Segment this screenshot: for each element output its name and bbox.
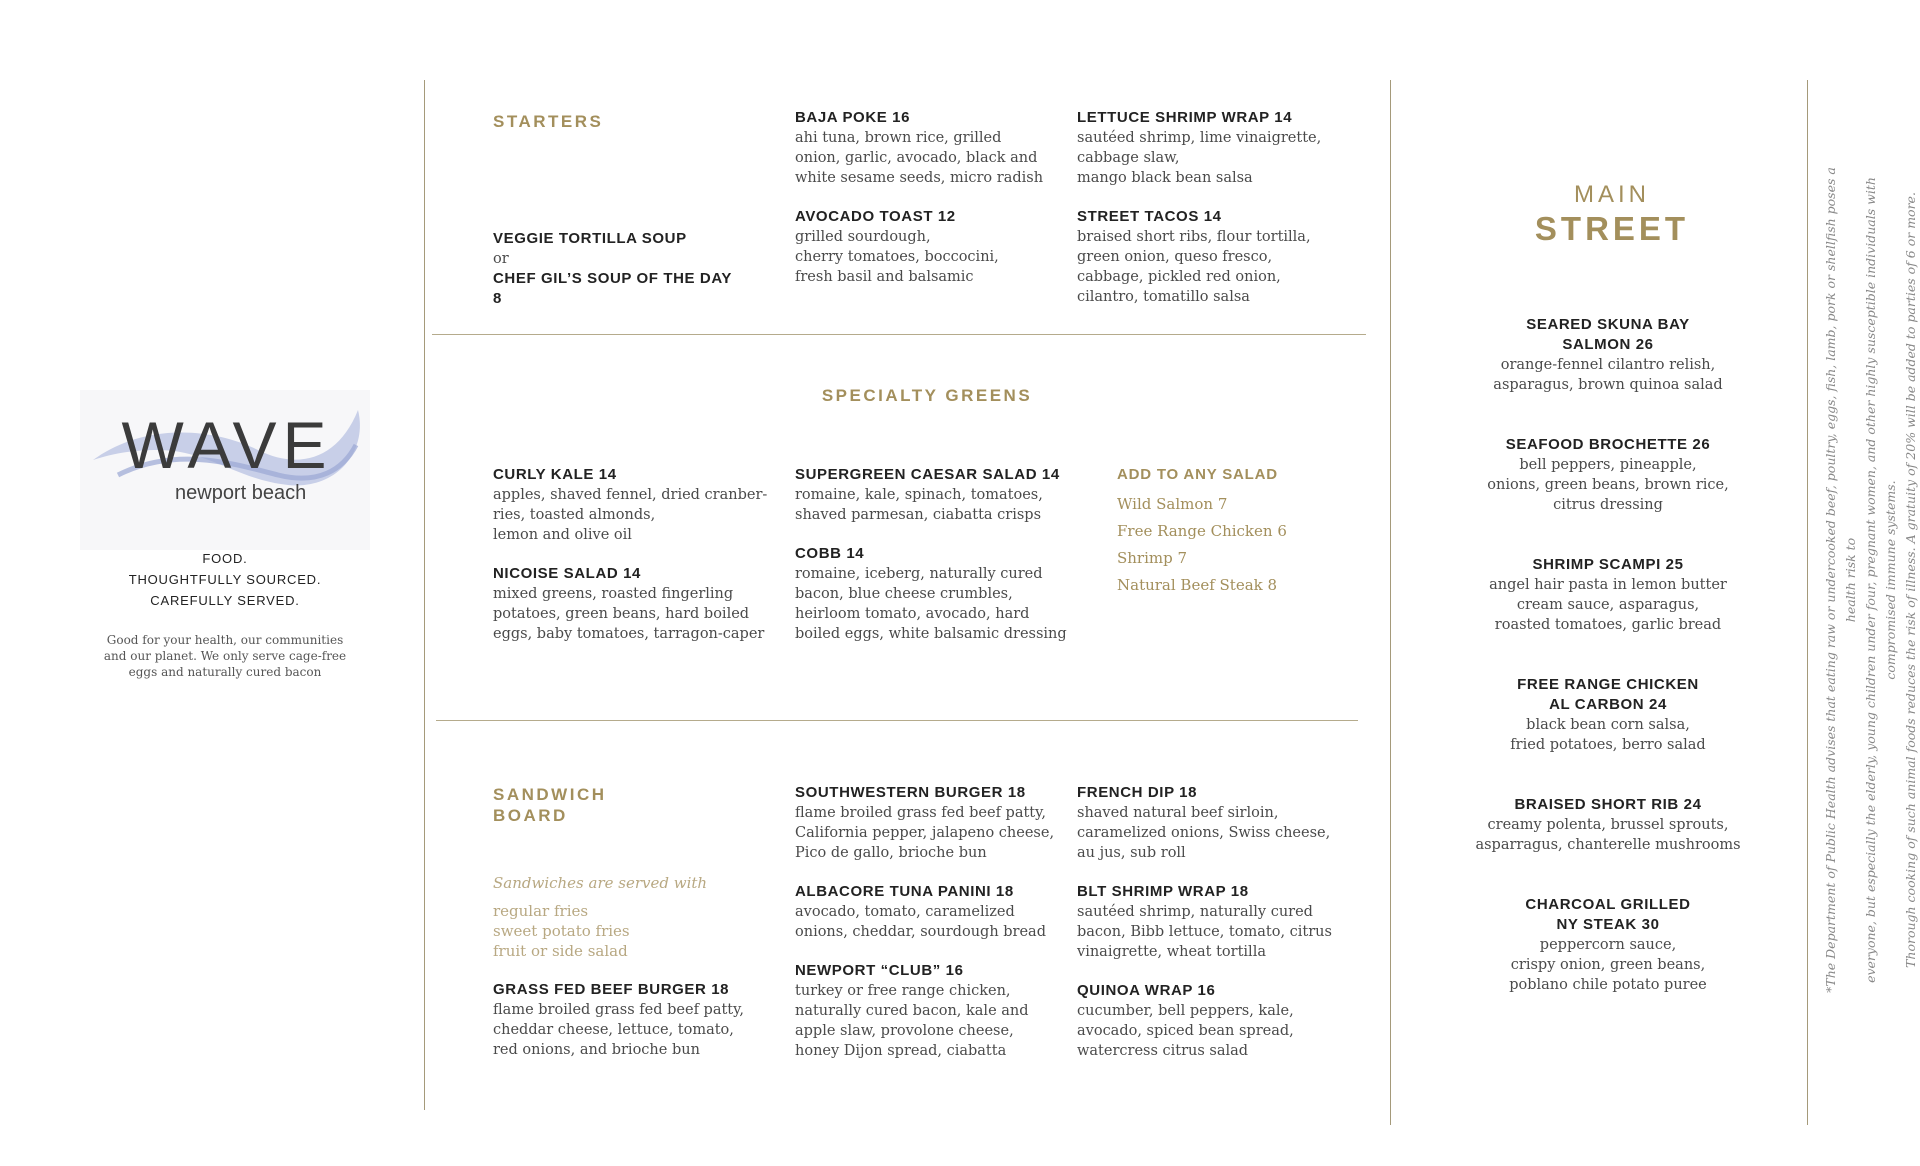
item-name: CHEF GIL’S SOUP OF THE DAY [493, 270, 732, 287]
item-desc: white sesame seeds, micro radish [795, 170, 1044, 186]
item-name: COBB 14 [795, 545, 865, 562]
menu-item-curly-kale [493, 465, 783, 545]
item-price: 8 [493, 290, 502, 307]
item-desc: poblano chile potato puree [1509, 977, 1707, 993]
menu-item-french-dip [1077, 783, 1367, 863]
item-desc: bacon, Bibb lettuce, tomato, citrus [1077, 924, 1332, 940]
greens-title: SPECIALTY GREENS [821, 386, 1033, 405]
logo-word: WAVE [121, 408, 333, 482]
item-desc: crispy onion, green beans, [1510, 957, 1706, 973]
item-desc: cabbage slaw, [1077, 150, 1180, 166]
item-desc: flame broiled grass fed beef patty, [795, 805, 1047, 821]
item-desc: mango black bean salsa [1077, 170, 1253, 186]
item-name: SOUTHWESTERN BURGER 18 [795, 784, 1026, 801]
item-name: BAJA POKE 16 [795, 109, 911, 126]
item-desc: black bean corn salsa, [1526, 717, 1690, 733]
main-title-line1: MAIN [1574, 181, 1650, 208]
sandwich-sides [493, 901, 630, 961]
item-desc: bell peppers, pineapple, [1519, 457, 1697, 473]
item-desc: flame broiled grass fed beef patty, [493, 1002, 745, 1018]
item-desc: avocado, tomato, caramelized [795, 904, 1015, 920]
item-desc: citrus dressing [1553, 497, 1663, 513]
item-desc: avocado, spiced bean spread, [1077, 1023, 1294, 1039]
menu-item-supergreen-caesar [795, 465, 1095, 525]
menu-item-baja-poke [795, 108, 1075, 188]
section-divider-1 [432, 334, 1366, 335]
item-desc: naturally cured bacon, kale and [795, 1003, 1029, 1019]
menu-item-newport-club [795, 961, 1085, 1061]
item-name: NEWPORT “CLUB” 16 [795, 962, 964, 979]
item-name: FRENCH DIP 18 [1077, 784, 1198, 801]
item-name: QUINOA WRAP 16 [1077, 982, 1216, 999]
menu-item-chicken-al-carbon [1458, 675, 1758, 755]
item-desc: heirloom tomato, avocado, hard [795, 606, 1030, 622]
disclaimer-line: *The Department of Public Health advises that eating raw or undercooked beef, poultry, eggs, fish, lamb, pork or shellfish poses a health risk to [1823, 167, 1858, 993]
item-name: SHRIMP SCAMPI 25 [1532, 556, 1684, 573]
item-desc: caramelized onions, Swiss cheese, [1077, 825, 1331, 841]
item-desc: or [493, 251, 509, 267]
disclaimer-line: everyone, but especially the elderly, young children under four, pregnant women, and other highly susceptible individuals with compromised immune systems. [1863, 177, 1898, 983]
addon-item: Natural Beef Steak 8 [1117, 576, 1278, 594]
starters-title: STARTERS [493, 112, 604, 131]
item-desc: peppercorn sauce, [1539, 937, 1677, 953]
item-desc: creamy polenta, brussel sprouts, [1487, 817, 1729, 833]
side-item: sweet potato fries [493, 922, 630, 940]
item-desc: cilantro, tomatillo salsa [1077, 289, 1250, 305]
item-desc: bacon, blue cheese crumbles, [795, 586, 1013, 602]
note-line: Good for your health, our communities [106, 633, 344, 647]
tagline-line: FOOD. [202, 551, 248, 566]
sandwich-title-line: BOARD [493, 806, 568, 825]
sandwich-title [493, 784, 607, 826]
item-desc: potatoes, green beans, hard boiled [493, 606, 750, 622]
menu-item-shrimp-scampi [1458, 555, 1758, 635]
item-desc: mixed greens, roasted fingerling [493, 586, 734, 602]
menu-item-blt-shrimp-wrap [1077, 882, 1367, 962]
item-desc: eggs, baby tomatoes, tarragon-caper [493, 626, 765, 642]
item-desc: braised short ribs, flour tortilla, [1077, 229, 1311, 245]
item-name: BRAISED SHORT RIB 24 [1514, 796, 1702, 813]
side-item: regular fries [493, 902, 589, 920]
item-name: AVOCADO TOAST 12 [795, 208, 956, 225]
addon-item: Shrimp 7 [1117, 549, 1188, 567]
addon-item: Wild Salmon 7 [1117, 495, 1228, 513]
item-name: GRASS FED BEEF BURGER 18 [493, 981, 730, 998]
tagline-line: CAREFULLY SERVED. [150, 593, 300, 608]
item-desc: cabbage, pickled red onion, [1077, 269, 1281, 285]
divider-left [424, 80, 425, 1110]
served-with-note: Sandwiches are served with [493, 874, 708, 892]
item-desc: turkey or free range chicken, [795, 983, 1011, 999]
item-desc: California pepper, jalapeno cheese, [795, 825, 1055, 841]
item-desc: cheddar cheese, lettuce, tomato, [493, 1022, 734, 1038]
brand-tagline [80, 548, 370, 611]
brand-panel [80, 390, 370, 550]
item-desc: fresh basil and balsamic [795, 269, 974, 285]
divider-center [1390, 80, 1391, 1125]
menu-item-seafood-brochette [1458, 435, 1758, 515]
item-desc: honey Dijon spread, ciabatta [795, 1043, 1007, 1059]
item-desc: cream sauce, asparagus, [1516, 597, 1700, 613]
divider-right [1807, 80, 1808, 1125]
soup-item [493, 229, 753, 309]
note-line: eggs and naturally cured bacon [128, 665, 322, 679]
menu-item-quinoa-wrap [1077, 981, 1367, 1061]
item-desc: asparagus, brown quinoa salad [1493, 377, 1723, 393]
item-desc: ries, toasted almonds, [493, 507, 656, 523]
section-divider-2 [436, 720, 1358, 721]
item-name: SUPERGREEN CAESAR SALAD 14 [795, 466, 1060, 483]
item-name: SEAFOOD BROCHETTE 26 [1505, 436, 1711, 453]
disclaimer-line: Thorough cooking of such animal foods reduces the risk of illness. A gratuity of 20% will be added to parties of 6 or more. [1903, 192, 1918, 968]
item-desc: onions, green beans, brown rice, [1487, 477, 1729, 493]
item-desc: onion, garlic, avocado, black and [795, 150, 1038, 166]
item-desc: lemon and olive oil [493, 527, 632, 543]
item-name: ALBACORE TUNA PANINI 18 [795, 883, 1014, 900]
tagline-line: THOUGHTFULLY SOURCED. [128, 572, 322, 587]
item-name: NY STEAK 30 [1556, 916, 1660, 933]
menu-item-ny-steak [1458, 895, 1758, 995]
item-desc: roasted tomatoes, garlic bread [1494, 617, 1722, 633]
brand-note [80, 632, 370, 680]
item-desc: sautéed shrimp, naturally cured [1077, 904, 1313, 920]
sandwich-title-line: SANDWICH [493, 785, 607, 804]
addon-item: Free Range Chicken 6 [1117, 522, 1287, 540]
item-desc: sautéed shrimp, lime vinaigrette, [1077, 130, 1322, 146]
item-desc: watercress citrus salad [1077, 1043, 1249, 1059]
menu-item-albacore-panini [795, 882, 1085, 942]
item-name: NICOISE SALAD 14 [493, 565, 641, 582]
main-title-line2: STREET [1534, 210, 1690, 247]
item-desc: fried potatoes, berro salad [1510, 737, 1706, 753]
item-desc: apple slaw, provolone cheese, [795, 1023, 1014, 1039]
item-desc: cherry tomatoes, boccocini, [795, 249, 999, 265]
menu-item-cobb [795, 544, 1095, 644]
item-desc: Pico de gallo, brioche bun [795, 845, 987, 861]
item-name: CURLY KALE 14 [493, 466, 617, 483]
item-desc: boiled eggs, white balsamic dressing [795, 626, 1067, 642]
item-name: AL CARBON 24 [1549, 696, 1667, 713]
menu-item-braised-short-rib [1458, 795, 1758, 855]
item-name: SALMON 26 [1562, 336, 1654, 353]
menu-item-seared-salmon [1458, 315, 1758, 395]
item-name: LETTUCE SHRIMP WRAP 14 [1077, 109, 1293, 126]
side-item: fruit or side salad [493, 942, 628, 960]
item-name: FREE RANGE CHICKEN [1517, 676, 1699, 693]
item-desc: romaine, iceberg, naturally cured [795, 566, 1043, 582]
item-desc: romaine, kale, spinach, tomatoes, [795, 487, 1043, 503]
item-desc: shaved natural beef sirloin, [1077, 805, 1279, 821]
item-desc: angel hair pasta in lemon butter [1489, 577, 1727, 593]
menu-item-lettuce-shrimp-wrap [1077, 108, 1367, 188]
item-name: SEARED SKUNA BAY [1526, 316, 1690, 333]
item-desc: asparragus, chanterelle mushrooms [1475, 837, 1741, 853]
main-street-title [1462, 180, 1762, 248]
item-desc: red onions, and brioche bun [493, 1042, 700, 1058]
logo-subtitle: newport beach [175, 482, 307, 504]
item-desc: apples, shaved fennel, dried cranber- [493, 487, 768, 503]
item-desc: vinaigrette, wheat tortilla [1077, 944, 1266, 960]
item-desc: au jus, sub roll [1077, 845, 1186, 861]
item-desc: green onion, queso fresco, [1077, 249, 1273, 265]
health-disclaimer [1821, 150, 1920, 1010]
menu-item-street-tacos [1077, 207, 1367, 307]
addon-title: ADD TO ANY SALAD [1117, 466, 1278, 483]
salad-addons [1117, 465, 1357, 599]
item-desc: onions, cheddar, sourdough bread [795, 924, 1046, 940]
menu-item-avocado-toast [795, 207, 1075, 287]
item-desc: orange-fennel cilantro relish, [1500, 357, 1716, 373]
item-name: STREET TACOS 14 [1077, 208, 1222, 225]
menu-item-grass-fed-burger [493, 980, 783, 1060]
note-line: and our planet. We only serve cage-free [103, 649, 347, 663]
item-name: VEGGIE TORTILLA SOUP [493, 230, 687, 247]
item-desc: shaved parmesan, ciabatta crisps [795, 507, 1042, 523]
menu-item-southwestern-burger [795, 783, 1085, 863]
item-name: CHARCOAL GRILLED [1525, 896, 1691, 913]
item-desc: grilled sourdough, [795, 229, 931, 245]
menu-item-nicoise-salad [493, 564, 783, 644]
item-name: BLT SHRIMP WRAP 18 [1077, 883, 1249, 900]
item-desc: ahi tuna, brown rice, grilled [795, 130, 1002, 146]
item-desc: cucumber, bell peppers, kale, [1077, 1003, 1294, 1019]
